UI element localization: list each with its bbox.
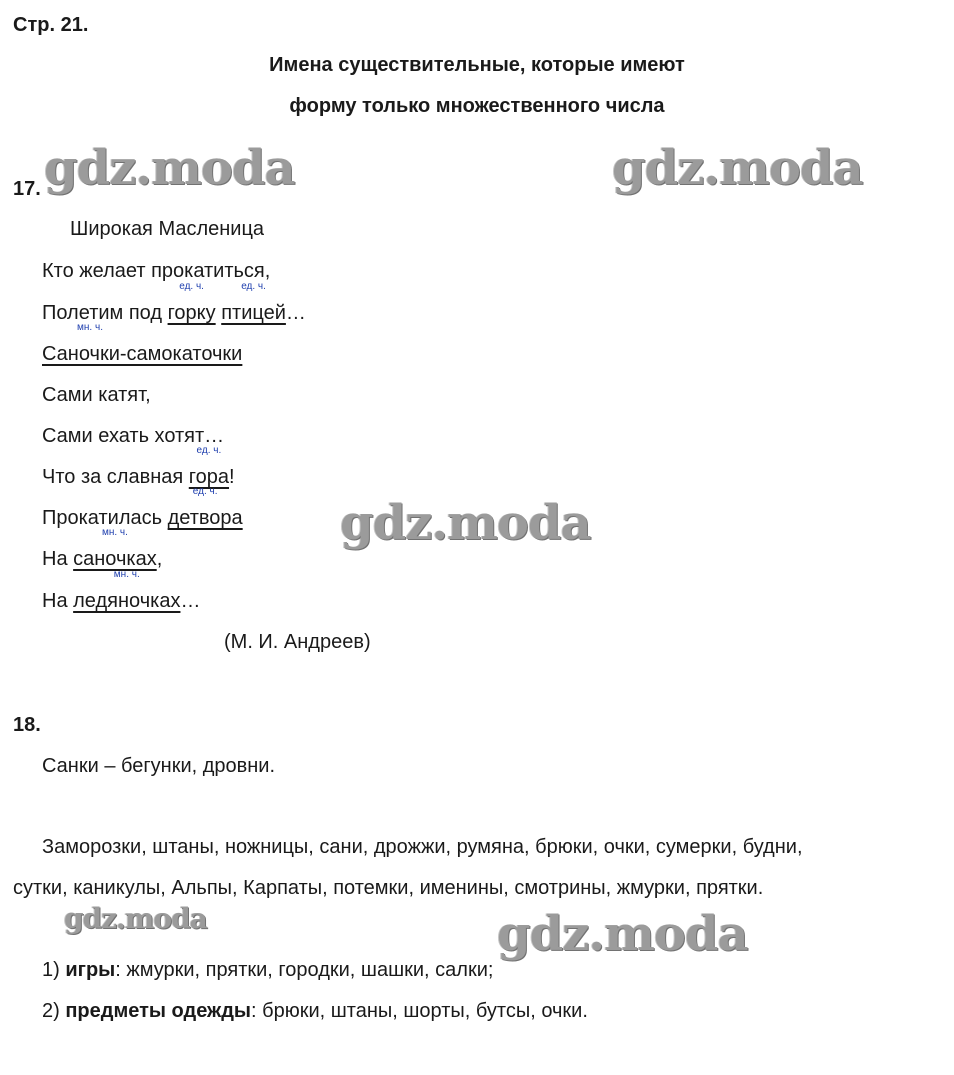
word-ptitsey: птицей: [221, 302, 286, 324]
underlined-word-sanochki: [42, 322, 243, 366]
word-detvora: детвора: [167, 507, 243, 529]
exercise-17-number: 17.: [13, 178, 41, 200]
list-item-2-label: предметы одежды: [65, 1000, 252, 1022]
poem-line-3: [42, 322, 243, 366]
watermark-4: gdz.moda: [64, 902, 207, 935]
number-tag: мн. ч.: [113, 569, 140, 580]
poem-line-1: Кто желает прокатиться,: [42, 260, 271, 282]
exercise-18-line-1: Санки – бегунки, дровни.: [42, 755, 276, 777]
list-item-1: [42, 959, 493, 982]
watermark-1: gdz.moda: [44, 140, 295, 196]
word-gora: гора: [188, 466, 230, 488]
poem-line-2-pre: Полетим под: [42, 302, 168, 324]
poem-line-8-post: ,: [156, 548, 163, 570]
poem-line-9-post: …: [180, 590, 201, 612]
poem-title: Широкая Масленица: [70, 218, 265, 240]
poem-line-9: [42, 569, 201, 613]
list-item-2-prefix: 2): [42, 1000, 66, 1022]
poem-line-6-post: !: [229, 466, 235, 488]
exercise-18-paragraph-line-2: сутки, каникулы, Альпы, Карпаты, потемки, именины, смотрины, жмурки, прятки.: [13, 877, 764, 899]
word-sanochki-samokatochki: Саночки-самокаточки: [42, 343, 243, 365]
number-tag: ед. ч.: [179, 281, 204, 292]
exercise-18-paragraph-line-1: Заморозки, штаны, ножницы, сани, дрожжи, румяна, брюки, очки, сумерки, будни,: [42, 836, 803, 858]
word-gorku: горку: [167, 302, 216, 324]
list-item-1-text: : жмурки, прятки, городки, шашки, салки;: [115, 959, 494, 981]
underlined-word-sanochkah: [73, 527, 157, 571]
poem-line-2-post: …: [285, 302, 306, 324]
poem-line-7: [42, 486, 243, 530]
number-tag: мн. ч.: [101, 527, 128, 538]
underlined-word-detvora: [167, 486, 243, 530]
watermark-3: gdz.moda: [340, 495, 591, 551]
number-tag: мн. ч.: [77, 322, 103, 333]
poem-author: (М. И. Андреев): [224, 631, 371, 653]
list-item-1-label: игры: [65, 959, 116, 981]
section-title-line-1: Имена существительные, которые имеют: [269, 54, 685, 76]
number-tag: ед. ч.: [196, 445, 222, 456]
list-item-2-text: : брюки, штаны, шорты, бутсы, очки.: [251, 1000, 588, 1022]
number-tag: ед. ч.: [192, 486, 218, 497]
section-title-line-2: форму только множественного числа: [289, 95, 665, 117]
poem-line-9-pre: На: [42, 590, 74, 612]
underlined-word-ptitsey: [221, 281, 286, 325]
page-reference: Стр. 21.: [13, 14, 89, 36]
poem-line-7-pre: Прокатилась: [42, 507, 168, 529]
watermark-5: gdz.moda: [497, 906, 748, 962]
poem-line-6-pre: Что за славная: [42, 466, 189, 488]
watermark-2: gdz.moda: [612, 140, 863, 196]
poem-line-5: Сами ехать хотят…: [42, 425, 225, 447]
poem-line-8: [42, 527, 163, 571]
poem-line-8-pre: На: [42, 548, 74, 570]
word-sanochkah: саночках: [73, 548, 157, 570]
list-item-2: [42, 1000, 588, 1023]
underlined-word-ledyanochkah: [73, 569, 181, 613]
exercise-18-number: 18.: [13, 714, 41, 736]
list-item-1-prefix: 1): [42, 959, 66, 981]
number-tag: ед. ч.: [241, 281, 266, 292]
word-ledyanochkah: ледяночках: [73, 590, 181, 612]
underlined-word-gorku: [167, 281, 216, 325]
poem-line-4: Сами катят,: [42, 384, 151, 406]
